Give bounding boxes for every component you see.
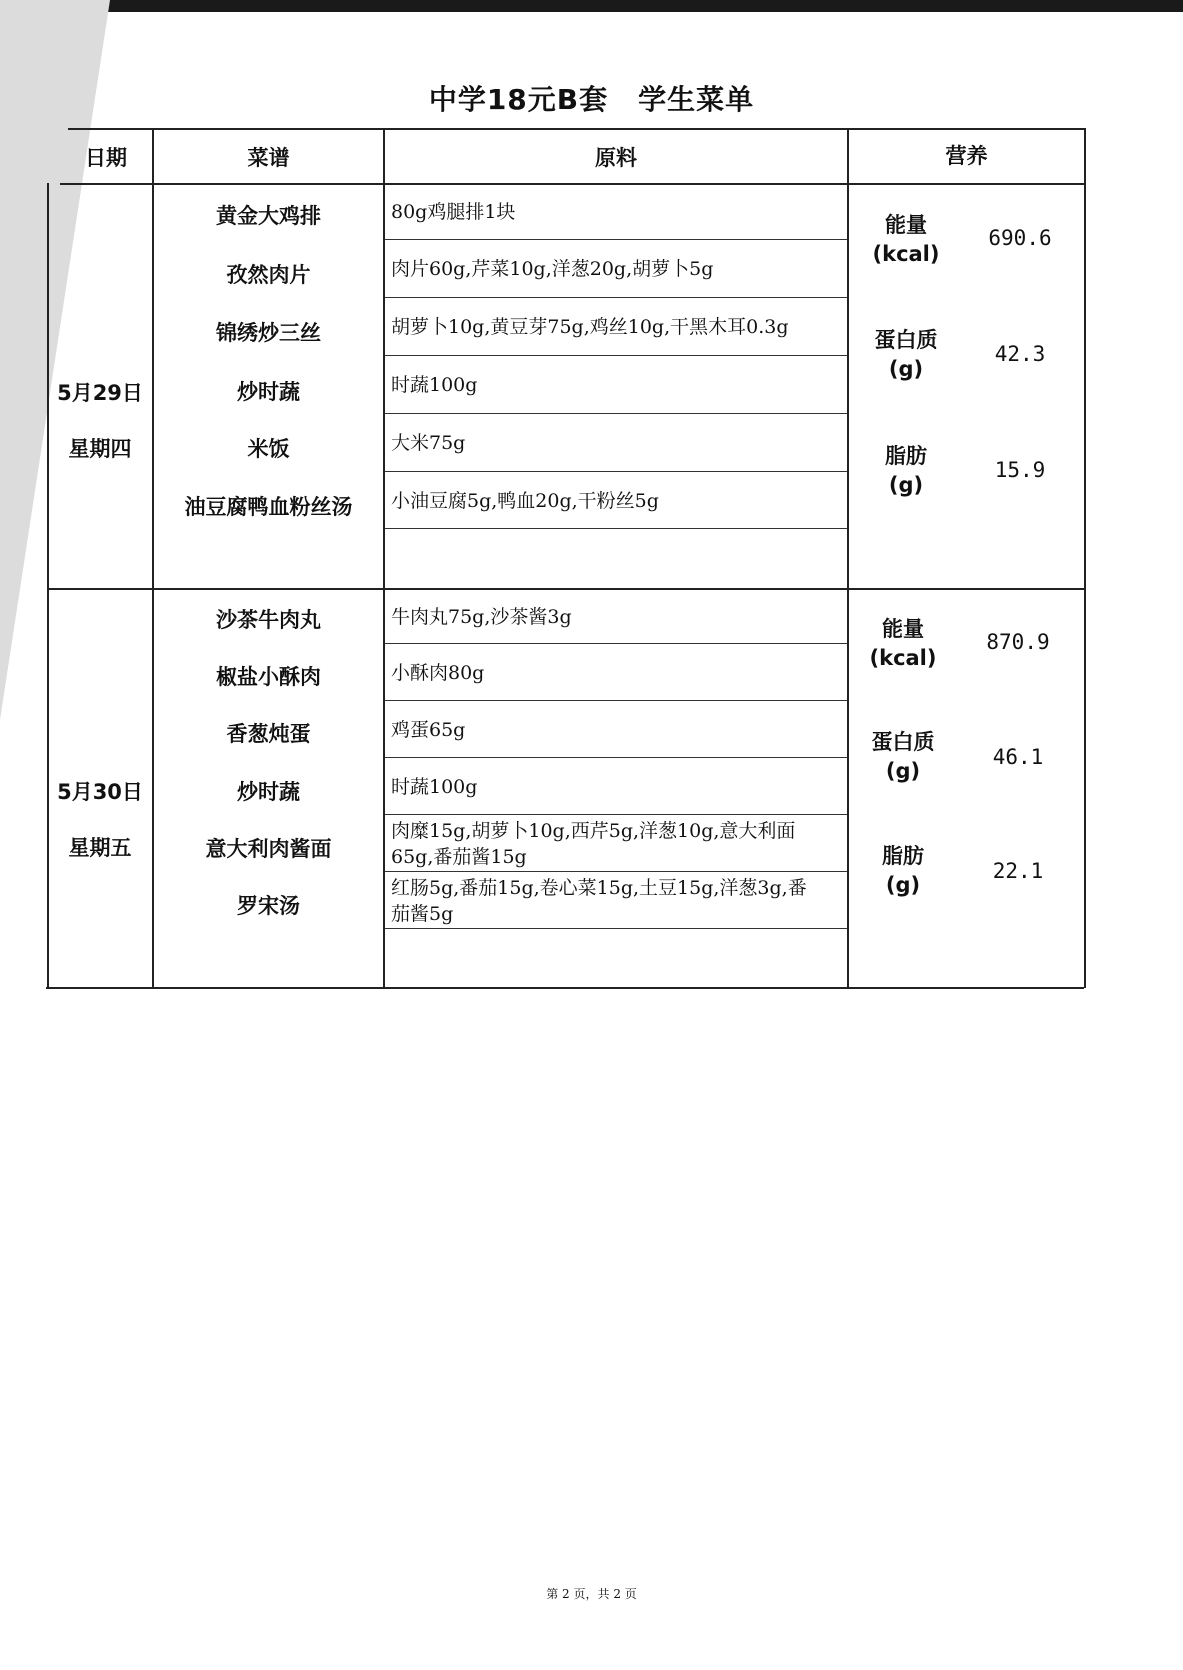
nutrition-unit: (g) [888,473,924,497]
title-main: 中学18元B套 [428,83,609,116]
dish-name: 罗宋汤 [237,893,300,918]
title-sub: 学生菜单 [638,83,755,116]
nutrition-unit: (g) [885,873,921,897]
row-line [385,239,847,240]
row-line [385,643,847,644]
nutrition-label [846,211,966,269]
nutrition-name: 能量 [885,213,927,237]
nutrition-unit: (g) [888,357,924,381]
fat-value: 15.9 [994,458,1046,482]
row-line [385,413,847,414]
dish-name: 沙茶牛肉丸 [216,607,321,632]
dish-name: 香葱炖蛋 [226,721,311,746]
material-text: 牛肉丸75g,沙茶酱3g [391,605,572,628]
material-text: 时蔬100g [391,374,478,396]
material-text: 红肠5g,番茄15g,卷心菜15g,土豆15g,洋葱3g,番茄酱5g [391,876,807,925]
row-line [385,814,847,815]
nutrition-label [846,442,966,500]
material-text: 小油豆腐5g,鸭血20g,干粉丝5g [391,489,659,512]
material-text: 胡萝卜10g,黄豆芽75g,鸡丝10g,干黑木耳0.3g [391,316,789,338]
energy-value: 690.6 [988,226,1052,250]
day1-weekday: 星期四 [68,437,132,461]
material-text-empty [385,930,847,987]
table-right-border [1084,128,1086,988]
dish-name: 炒时蔬 [237,779,300,804]
day2-weekday: 星期五 [68,836,132,860]
nutrition-unit: (kcal) [869,646,937,670]
protein-value: 42.3 [994,342,1046,366]
header-material: 原料 [595,145,637,170]
nutrition-name: 能量 [882,617,924,641]
day2-date: 5月30日 [57,780,143,804]
table-bottom-border [46,987,1084,989]
row-line [385,471,847,472]
material-text-empty [385,530,847,588]
header-dish: 菜谱 [247,145,290,170]
nutrition-unit: (g) [885,759,921,783]
dish-name: 孜然肉片 [226,263,311,287]
dish-name: 米饭 [247,437,290,461]
dish-name: 意大利肉酱面 [205,836,332,861]
nutrition-name: 蛋白质 [871,730,935,754]
row-line [385,757,847,758]
dish-name: 黄金大鸡排 [216,204,321,228]
page-footer: 第 2 页，共 2 页 [546,1587,637,1601]
row-line [385,928,847,929]
day1-date: 5月29日 [57,381,143,405]
row-line [385,871,847,872]
material-text: 肉片60g,芹菜10g,洋葱20g,胡萝卜5g [391,258,714,280]
dish-name: 炒时蔬 [237,380,300,404]
header-date: 日期 [85,145,127,170]
fat-value: 22.1 [992,859,1044,883]
scan-edge-top [0,0,1183,12]
day1-date-cell [47,365,153,477]
nutrition-name: 脂肪 [882,844,924,868]
material-text: 肉糜15g,胡萝卜10g,西芹5g,洋葱10g,意大利面65g,番茄酱15g [391,819,796,868]
nutrition-label [843,728,963,786]
nutrition-unit: (kcal) [872,242,940,266]
material-text: 小酥肉80g [391,661,485,684]
material-text: 大米75g [391,432,466,454]
header-nutrition: 营养 [945,143,988,168]
nutrition-label [846,326,966,384]
row-line [385,297,847,298]
day2-date-cell [47,764,153,876]
nutrition-label [843,842,963,900]
row-line [385,528,847,529]
row-line [385,355,847,356]
row-line [385,700,847,701]
nutrition-name: 蛋白质 [874,328,938,352]
nutrition-name: 脂肪 [885,444,927,468]
dish-name: 油豆腐鸭血粉丝汤 [184,495,353,519]
nutrition-label [843,615,963,673]
dish-name: 锦绣炒三丝 [216,321,321,345]
material-text: 80g鸡腿排1块 [391,201,516,223]
dish-name: 椒盐小酥肉 [216,664,321,689]
material-text: 鸡蛋65g [391,718,466,741]
page-title [0,78,1183,118]
protein-value: 46.1 [992,745,1044,769]
energy-value: 870.9 [986,630,1050,654]
material-text: 时蔬100g [391,775,478,798]
